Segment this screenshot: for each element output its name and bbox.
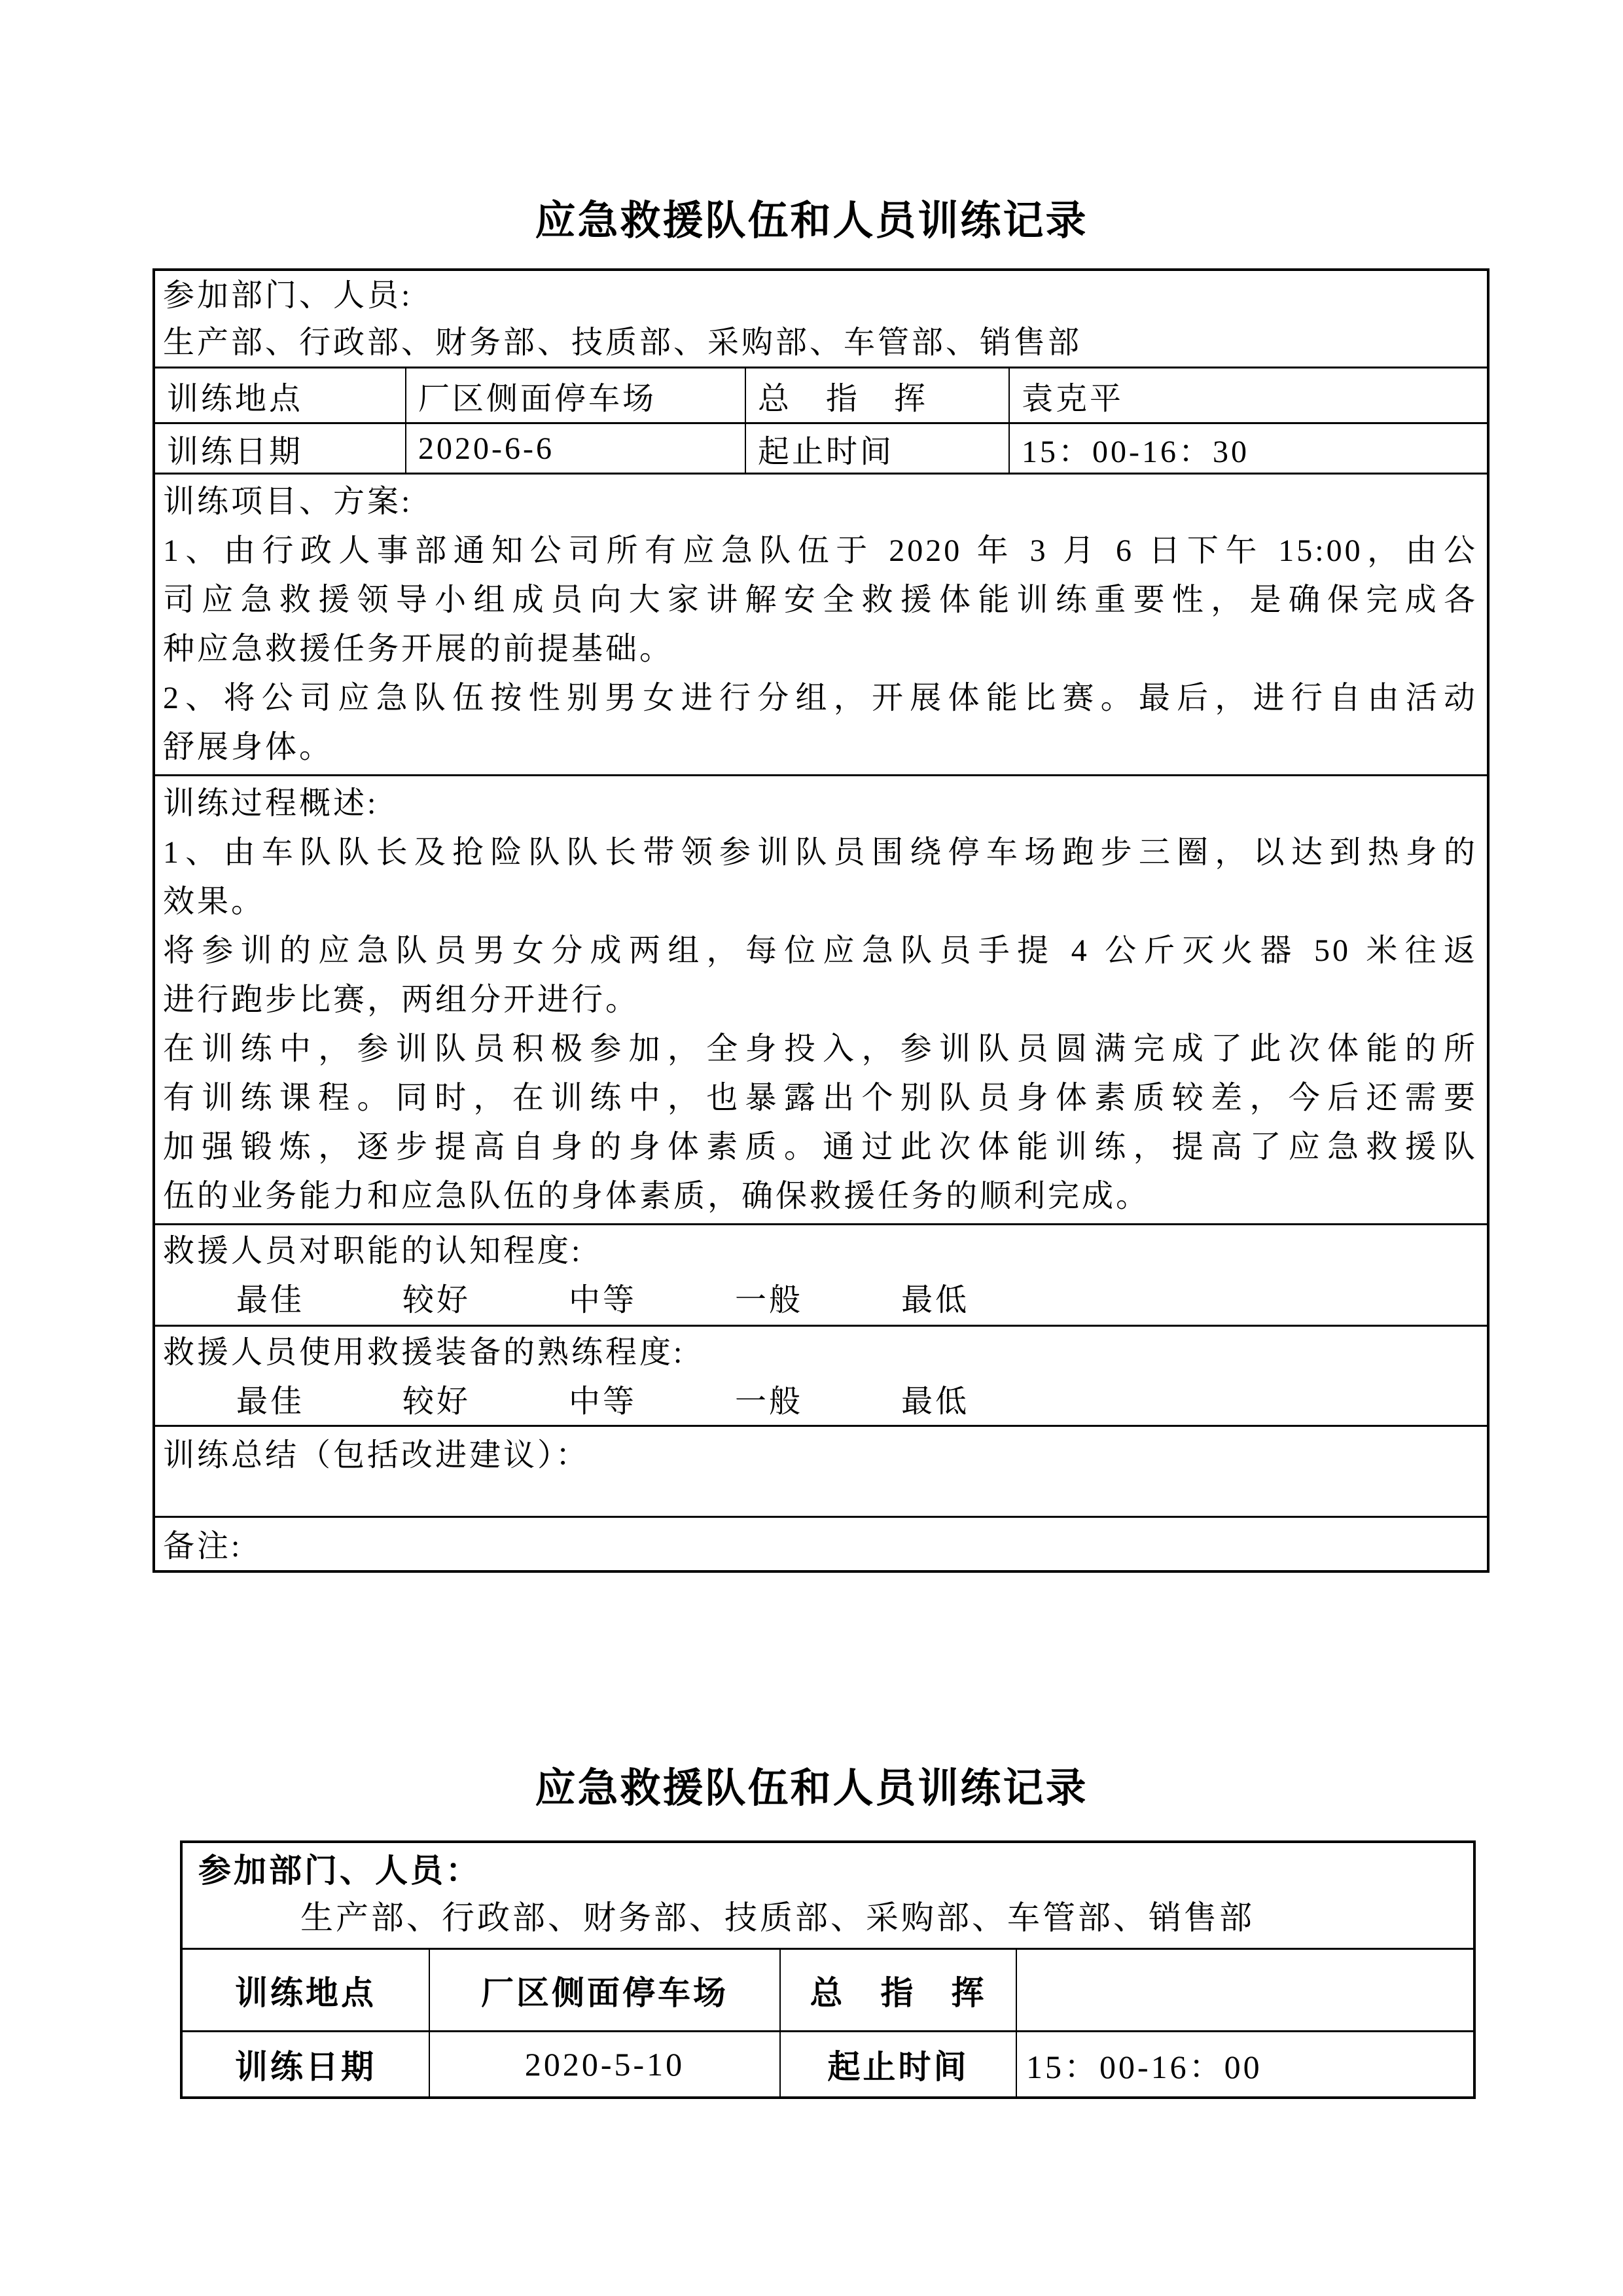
remarks-row <box>155 1516 1487 1570</box>
participants-value: 生产部、行政部、财务部、技质部、采购部、车管部、销售部 <box>163 325 1082 360</box>
proficiency-label: 救援人员使用救援装备的熟练程度: <box>163 1335 685 1370</box>
cognition-label: 救援人员对职能的认知程度: <box>163 1234 583 1268</box>
date-row <box>155 422 1487 473</box>
plan-line: 舒展身体。 <box>163 730 334 764</box>
commander-value <box>1016 1950 1473 2030</box>
process-line: 将参训的应急队员男女分成两组，每位应急队员手提 4 公斤灭火器 50 米往返 <box>163 933 1478 968</box>
process-line: 伍的业务能力和应急队伍的身体素质，确保救援任务的顺利完成。 <box>163 1179 1150 1213</box>
location-row <box>155 367 1487 422</box>
rating-option-best: 最佳 <box>236 1384 305 1419</box>
location-label: 训练地点 <box>235 1974 376 2011</box>
rating-option-normal: 一般 <box>735 1283 804 1318</box>
record2-title: 应急救援队伍和人员训练记录 <box>535 1767 1088 1811</box>
commander-label: 总 指 挥 <box>779 1950 1016 2030</box>
proficiency-options <box>155 1377 1487 1425</box>
cognition-row <box>155 1223 1487 1325</box>
cognition-options <box>155 1276 1487 1325</box>
process-line: 进行跑步比赛，两组分开进行。 <box>163 982 640 1017</box>
rating-option-good: 较好 <box>402 1384 471 1419</box>
participants-value: 生产部、行政部、财务部、技质部、采购部、车管部、销售部 <box>300 1899 1255 1936</box>
date-label: 训练日期 <box>235 2049 376 2085</box>
summary-row <box>155 1425 1487 1516</box>
date-value: 2020-6-6 <box>405 424 745 473</box>
time-value: 15：00-16：00 <box>1016 2032 1473 2096</box>
participants-row <box>183 1843 1473 1948</box>
time-label: 起止时间 <box>745 424 1008 473</box>
plan-line: 司应急救援领导小组成员向大家讲解安全救援体能训练重要性，是确保完成各 <box>163 583 1478 617</box>
time-label: 起止时间 <box>779 2032 1016 2096</box>
record1-title: 应急救援队伍和人员训练记录 <box>535 199 1088 243</box>
remarks-label: 备注: <box>163 1529 243 1564</box>
plan-row <box>155 473 1487 774</box>
location-value: 厂区侧面停车场 <box>405 368 745 422</box>
plan-line: 种应急救援任务开展的前提基础。 <box>163 632 674 666</box>
rating-option-normal: 一般 <box>735 1384 804 1419</box>
process-label: 训练过程概述: <box>163 786 379 821</box>
date-row <box>183 2030 1473 2096</box>
process-line: 1、由车队队长及抢险队队长带领参训队员围绕停车场跑步三圈，以达到热身的 <box>163 835 1478 870</box>
process-line: 效果。 <box>163 884 266 919</box>
date-value: 2020-5-10 <box>429 2032 779 2096</box>
rating-option-medium: 中等 <box>569 1283 637 1318</box>
time-value: 15：00-16：30 <box>1008 424 1487 473</box>
participants-label: 参加部门、人员: <box>163 278 413 313</box>
participants-row <box>155 271 1487 367</box>
process-line: 在训练中，参训队员积极参加，全身投入，参训队员圆满完成了此次体能的所 <box>163 1031 1478 1066</box>
plan-line: 1、由行政人事部通知公司所有应急队伍于 2020 年 3 月 6 日下午 15:00，由公 <box>163 533 1478 568</box>
plan-line: 2、将公司应急队伍按性别男女进行分组，开展体能比赛。最后，进行自由活动 <box>163 681 1478 715</box>
rating-option-best: 最佳 <box>236 1283 305 1318</box>
date-label: 训练日期 <box>167 434 304 469</box>
process-row <box>155 774 1487 1223</box>
record2-table <box>180 1840 1476 2099</box>
location-value: 厂区侧面停车场 <box>429 1950 779 2030</box>
location-label: 训练地点 <box>167 381 304 416</box>
rating-option-medium: 中等 <box>569 1384 637 1419</box>
process-line: 加强锻炼，逐步提高自身的身体素质。通过此次体能训练，提高了应急救援队 <box>163 1130 1478 1164</box>
process-line: 有训练课程。同时，在训练中，也暴露出个别队员身体素质较差，今后还需要 <box>163 1081 1478 1115</box>
participants-label: 参加部门、人员： <box>198 1852 481 1889</box>
commander-label: 总 指 挥 <box>745 368 1008 422</box>
rating-option-lowest: 最低 <box>901 1384 970 1419</box>
plan-label: 训练项目、方案: <box>163 484 413 519</box>
rating-option-lowest: 最低 <box>901 1283 970 1318</box>
record1-table <box>152 268 1489 1573</box>
location-row <box>183 1948 1473 2030</box>
proficiency-row <box>155 1325 1487 1425</box>
summary-label: 训练总结（包括改进建议）： <box>163 1438 590 1473</box>
commander-value: 袁克平 <box>1008 368 1487 422</box>
rating-option-good: 较好 <box>402 1283 471 1318</box>
